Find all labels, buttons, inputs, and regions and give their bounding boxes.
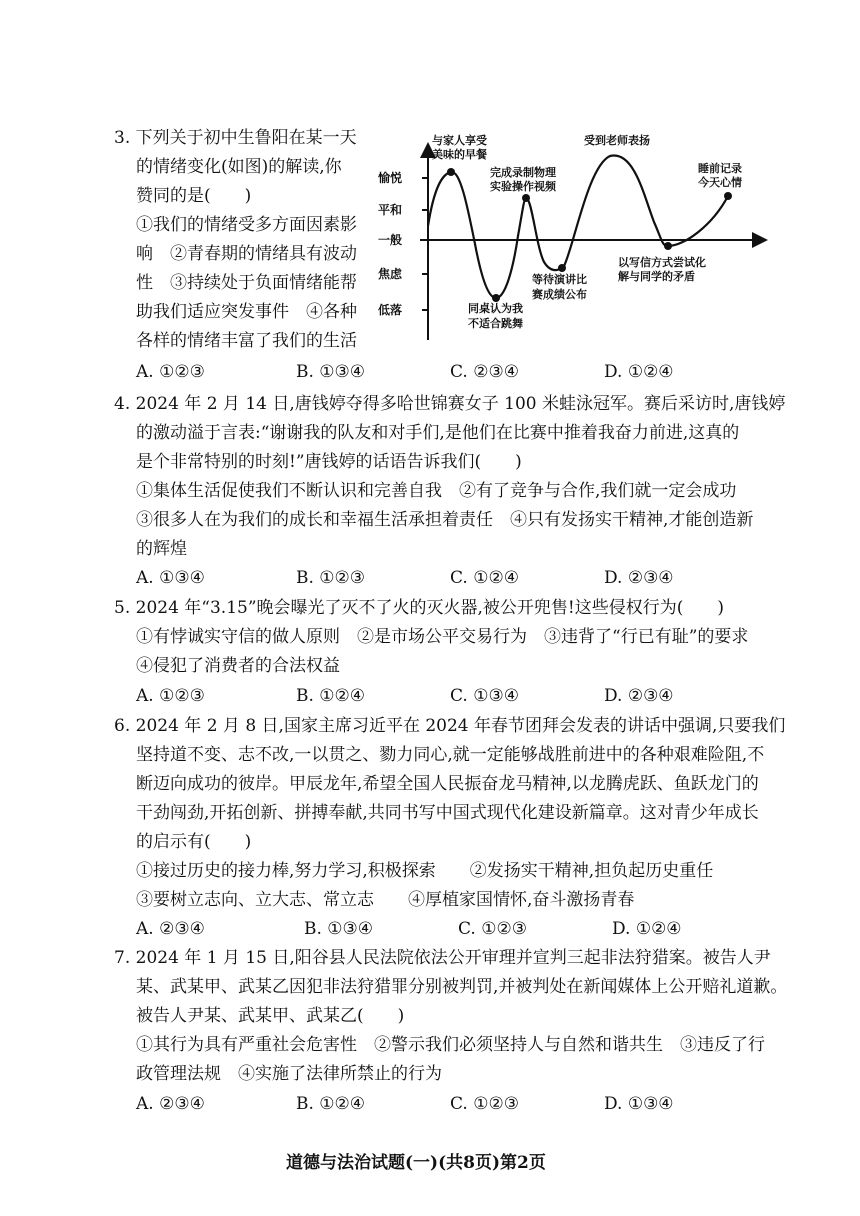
event-label: 以写信方式尝试化 <box>618 256 706 269</box>
event-point <box>522 194 530 202</box>
q3-stem-line: 赞同的是( ) <box>136 186 252 206</box>
q3-options <box>136 360 756 384</box>
option-d[interactable]: D. ②③④ <box>604 686 674 706</box>
option-b[interactable]: B. ①②③ <box>296 568 366 588</box>
option-c[interactable]: C. ②③④ <box>450 362 519 382</box>
y-label-normal: 一般 <box>378 233 403 247</box>
event-label: 同桌认为我 <box>468 302 523 315</box>
q3-statement-line: 响 ②青春期的情绪具有波动 <box>136 244 357 264</box>
y-label-joy: 愉悦 <box>378 171 403 185</box>
q6-line: 坚持道不变、志不改,一以贯之、勠力同心,就一定能够战胜前进中的各种艰难险阻,不 <box>136 745 765 765</box>
option-b[interactable]: B. ①②④ <box>296 686 366 706</box>
emotion-curve-diagram <box>372 126 772 348</box>
event-label: 赛成绩公布 <box>532 288 587 301</box>
option-a[interactable]: A. ①③④ <box>136 568 205 588</box>
page-footer: 道德与法治试题(一)(共8页)第2页 <box>286 1153 546 1173</box>
option-d[interactable]: D. ①②④ <box>604 362 674 382</box>
event-point <box>664 242 672 250</box>
q3-statement-line: 性 ③持续处于负面情绪能帮 <box>136 273 357 293</box>
event-label: 等待演讲比 <box>532 273 587 286</box>
option-a[interactable]: A. ②③④ <box>136 919 205 939</box>
q6-line: 的启示有( ) <box>136 832 252 852</box>
option-a[interactable]: A. ①②③ <box>136 686 205 706</box>
option-b[interactable]: B. ①②④ <box>296 1094 366 1114</box>
q7-options <box>136 1092 756 1116</box>
q3-statement-line: 助我们适应突发事件 ④各种 <box>136 302 357 322</box>
event-label: 实验操作视频 <box>490 180 556 193</box>
q4-line: 是个非常特别的时刻!”唐钱婷的话语告诉我们( ) <box>136 452 522 472</box>
event-label: 与家人享受 <box>432 134 487 147</box>
q6-line: 干劲闯劲,开拓创新、拼搏奉献,共同书写中国式现代化建设新篇章。这对青少年成长 <box>136 803 759 823</box>
option-b[interactable]: B. ①③④ <box>296 362 366 382</box>
q4-line: 4. 2024 年 2 月 14 日,唐钱婷夺得多哈世锦赛女子 100 米蛙泳冠军。赛后采访时,唐钱婷 <box>114 394 786 414</box>
q7-line: 政管理法规 ④实施了法律所禁止的行为 <box>136 1064 442 1084</box>
q7-line: 被告人尹某、武某甲、武某乙( ) <box>136 1006 405 1026</box>
q6-options <box>136 917 756 941</box>
option-a[interactable]: A. ②③④ <box>136 1094 205 1114</box>
q7-line: 某、武某甲、武某乙因犯非法狩猎罪分别被判罚,并被判处在新闻媒体上公开赔礼道歉。 <box>136 977 788 997</box>
option-b[interactable]: B. ①③④ <box>304 919 374 939</box>
event-point <box>558 264 566 272</box>
option-d[interactable]: D. ②③④ <box>604 568 674 588</box>
q5-line: 5. 2024 年“3.15”晚会曝光了灭不了火的灭火器,被公开兜售!这些侵权行为( ) <box>114 598 725 618</box>
option-d[interactable]: D. ①③④ <box>604 1094 674 1114</box>
q5-options <box>136 684 756 708</box>
y-label-calm: 平和 <box>378 203 403 217</box>
option-c[interactable]: C. ①②③ <box>458 919 527 939</box>
option-c[interactable]: C. ①③④ <box>450 686 519 706</box>
q3-stem-line: 的情绪变化(如图)的解读,你 <box>136 157 342 177</box>
event-label: 解与同学的矛盾 <box>618 270 695 283</box>
q7-line: ①其行为具有严重社会危害性 ②警示我们必须坚持人与自然和谐共生 ③违反了行 <box>136 1035 765 1055</box>
event-label: 睡前记录 <box>698 162 742 175</box>
q6-line: 断迈向成功的彼岸。甲辰龙年,希望全国人民振奋龙马精神,以龙腾虎跃、鱼跃龙门的 <box>136 774 759 794</box>
event-label: 美味的早餐 <box>432 148 487 161</box>
y-label-anxious: 焦虑 <box>378 267 403 281</box>
q4-line: ①集体生活促使我们不断认识和完善自我 ②有了竞争与合作,我们就一定会成功 <box>136 481 737 501</box>
option-d[interactable]: D. ①②④ <box>612 919 682 939</box>
event-label: 不适合跳舞 <box>468 317 523 330</box>
event-label: 受到老师表扬 <box>584 134 650 147</box>
y-label-low: 低落 <box>378 303 403 317</box>
event-label: 今天心情 <box>698 176 742 189</box>
option-c[interactable]: C. ①②③ <box>450 1094 519 1114</box>
q5-line: ①有悖诚实守信的做人原则 ②是市场公平交易行为 ③违背了“行已有耻”的要求 <box>136 627 749 647</box>
q6-line: ①接过历史的接力棒,努力学习,积极探索 ②发扬实干精神,担负起历史重任 <box>136 861 714 881</box>
q3-statement-line: 各样的情绪丰富了我们的生活 <box>136 331 357 351</box>
q4-line: 的激动溢于言表:“谢谢我的队友和对手们,是他们在比赛中推着我奋力前进,这真的 <box>136 423 740 443</box>
q4-line: ③很多人在为我们的成长和幸福生活承担着责任 ④只有发扬实干精神,才能创造新 <box>136 510 754 530</box>
q5-line: ④侵犯了消费者的合法权益 <box>136 656 340 676</box>
option-a[interactable]: A. ①②③ <box>136 362 205 382</box>
event-point <box>492 294 500 302</box>
q7-line: 7. 2024 年 1 月 15 日,阳谷县人民法院依法公开审理并宣判三起非法狩猎案。被告人尹 <box>114 948 771 968</box>
q4-options <box>136 566 756 590</box>
option-c[interactable]: C. ①②④ <box>450 568 519 588</box>
q3-stem-line: 3. 下列关于初中生鲁阳在某一天 <box>114 128 357 148</box>
question-3 <box>114 124 374 356</box>
q4-line: 的辉煌 <box>136 539 187 559</box>
event-label: 完成录制物理 <box>490 166 556 179</box>
q6-line: 6. 2024 年 2 月 8 日,国家主席习近平在 2024 年春节团拜会发表的讲话中强调,只要我们 <box>114 716 786 736</box>
q6-line: ③要树立志向、立大志、常立志 ④厚植家国情怀,奋斗激扬青春 <box>136 890 635 910</box>
q3-statement-line: ①我们的情绪受多方面因素影 <box>136 215 357 235</box>
event-point <box>447 168 455 176</box>
event-point <box>724 192 732 200</box>
